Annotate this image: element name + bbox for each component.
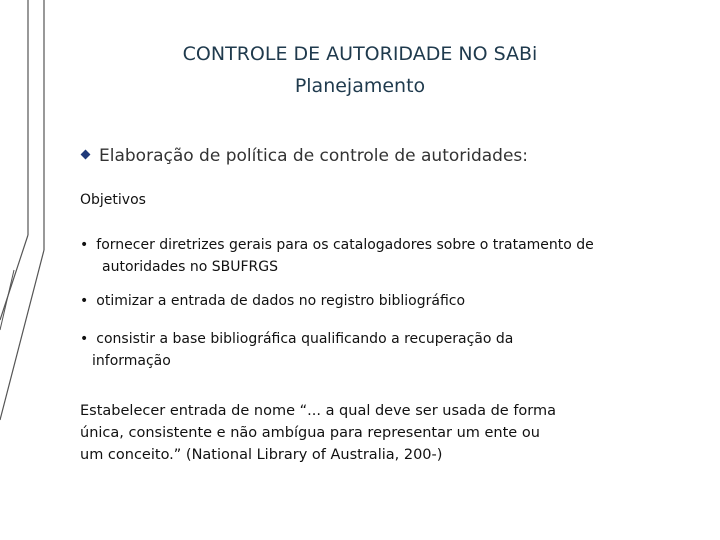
- bullet-text: otimizar a entrada de dados no registro bibliográfico: [96, 293, 466, 309]
- objectives-label: Objetivos: [80, 192, 146, 208]
- bullet-item: [80, 290, 465, 312]
- bullet-text-continued: informação: [92, 353, 171, 369]
- quote-line-1: Estabelecer entrada de nome “... a qual deve ser usada de forma: [80, 403, 557, 419]
- bullet-dot-icon: •: [80, 293, 89, 309]
- bullet-text-continued: autoridades no SBUFRGS: [102, 259, 279, 275]
- quote-line-3: um conceito.” (National Library of Australia, 200-): [80, 447, 443, 463]
- bullet-dot-icon: •: [80, 331, 89, 347]
- bullet-item: [80, 234, 594, 278]
- slide-title: [0, 38, 720, 102]
- bullet-text: fornecer diretrizes gerais para os catalogadores sobre o tratamento de: [96, 237, 594, 253]
- heading-text: Elaboração de política de controle de autoridades:: [99, 146, 529, 166]
- quote-paragraph: [80, 400, 580, 466]
- bullet-item: [80, 328, 513, 372]
- title-line-2: Planejamento: [294, 75, 426, 97]
- quote-line-2: única, consistente e não ambígua para representar um ente ou: [80, 425, 540, 441]
- title-line-1: CONTROLE DE AUTORIDADE NO SABi: [182, 43, 538, 65]
- diamond-bullet-icon: [81, 150, 91, 160]
- bullet-text: consistir a base bibliográfica qualificando a recuperação da: [96, 331, 514, 347]
- bullet-dot-icon: •: [80, 237, 89, 253]
- section-heading: [82, 146, 528, 166]
